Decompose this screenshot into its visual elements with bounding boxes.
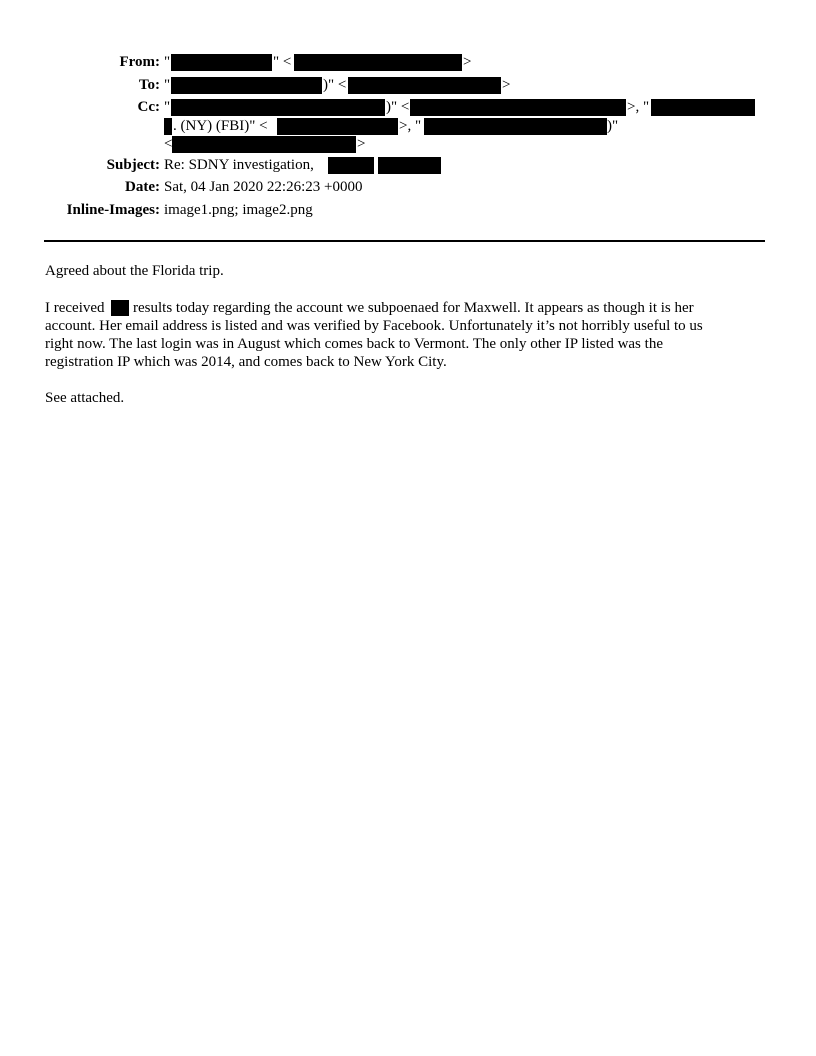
cc2-separator: >, " <box>399 118 422 134</box>
cc1-separator: >, " <box>627 99 650 115</box>
cc2-agency: . (NY) (FBI)" < <box>173 118 268 134</box>
to-email-redaction <box>348 77 501 94</box>
from-name-redaction <box>171 54 272 71</box>
cc1-quote-open: " <box>164 99 171 115</box>
from-row <box>0 52 816 72</box>
body-line1-end: results today regarding the account we subpoenaed for Maxwell. It appears as though it is her <box>133 300 694 316</box>
header-divider <box>44 240 765 242</box>
inline-images-label: Inline-Images: <box>66 202 160 218</box>
from-quote-open: " <box>164 54 171 70</box>
date-row <box>0 177 816 197</box>
cc-row-2 <box>0 116 816 136</box>
body-paragraph-2-line-4: registration IP which was 2014, and comes back to New York City. <box>45 354 447 370</box>
to-quote-open: " <box>164 77 171 93</box>
subject-redaction-1 <box>328 157 374 174</box>
cc1-email-redaction <box>410 99 626 116</box>
cc2-name-redaction-start <box>651 99 755 116</box>
cc-row-3 <box>0 134 816 154</box>
cc3-email-redaction <box>172 136 356 153</box>
cc3-angle-close: > <box>357 136 366 152</box>
body-paragraph-2-line-3: right now. The last login was in August which comes back to Vermont. The only other IP listed was the <box>45 336 663 352</box>
body-line1-start: I received <box>45 300 105 316</box>
body-source-redaction <box>111 300 129 316</box>
subject-value: Re: SDNY investigation, <box>164 157 314 173</box>
subject-label: Subject: <box>106 157 160 173</box>
inline-images-value: image1.png; image2.png <box>164 202 313 218</box>
to-label: To: <box>138 77 160 93</box>
from-angle-close: > <box>463 54 472 70</box>
to-angle-close: > <box>502 77 511 93</box>
body-paragraph-1: Agreed about the Florida trip. <box>45 263 224 279</box>
from-label: From: <box>119 54 160 70</box>
from-quote-close: " < <box>273 54 292 70</box>
cc2-name-redaction-end <box>164 118 172 135</box>
subject-redaction-2 <box>378 157 441 174</box>
date-value: Sat, 04 Jan 2020 22:26:23 +0000 <box>164 179 363 195</box>
inline-images-row <box>0 200 816 220</box>
cc3-quote-close: )" <box>607 118 619 134</box>
body-paragraph-3: See attached. <box>45 390 125 406</box>
date-label: Date: <box>125 179 160 195</box>
cc3-name-redaction <box>424 118 607 135</box>
to-quote-close: )" < <box>323 77 347 93</box>
cc-label: Cc: <box>137 99 160 115</box>
body-paragraph-2-line-1 <box>45 299 785 317</box>
cc1-quote-close: )" < <box>386 99 410 115</box>
cc-row-1 <box>0 97 816 117</box>
cc3-angle-open: < <box>164 136 173 152</box>
subject-row <box>0 155 816 175</box>
to-name-redaction <box>171 77 322 94</box>
to-row <box>0 75 816 95</box>
from-email-redaction <box>294 54 462 71</box>
cc1-name-redaction <box>171 99 385 116</box>
cc2-email-redaction <box>277 118 398 135</box>
body-paragraph-2-line-2: account. Her email address is listed and was verified by Facebook. Unfortunately it’s not horribly useful to us <box>45 318 703 334</box>
